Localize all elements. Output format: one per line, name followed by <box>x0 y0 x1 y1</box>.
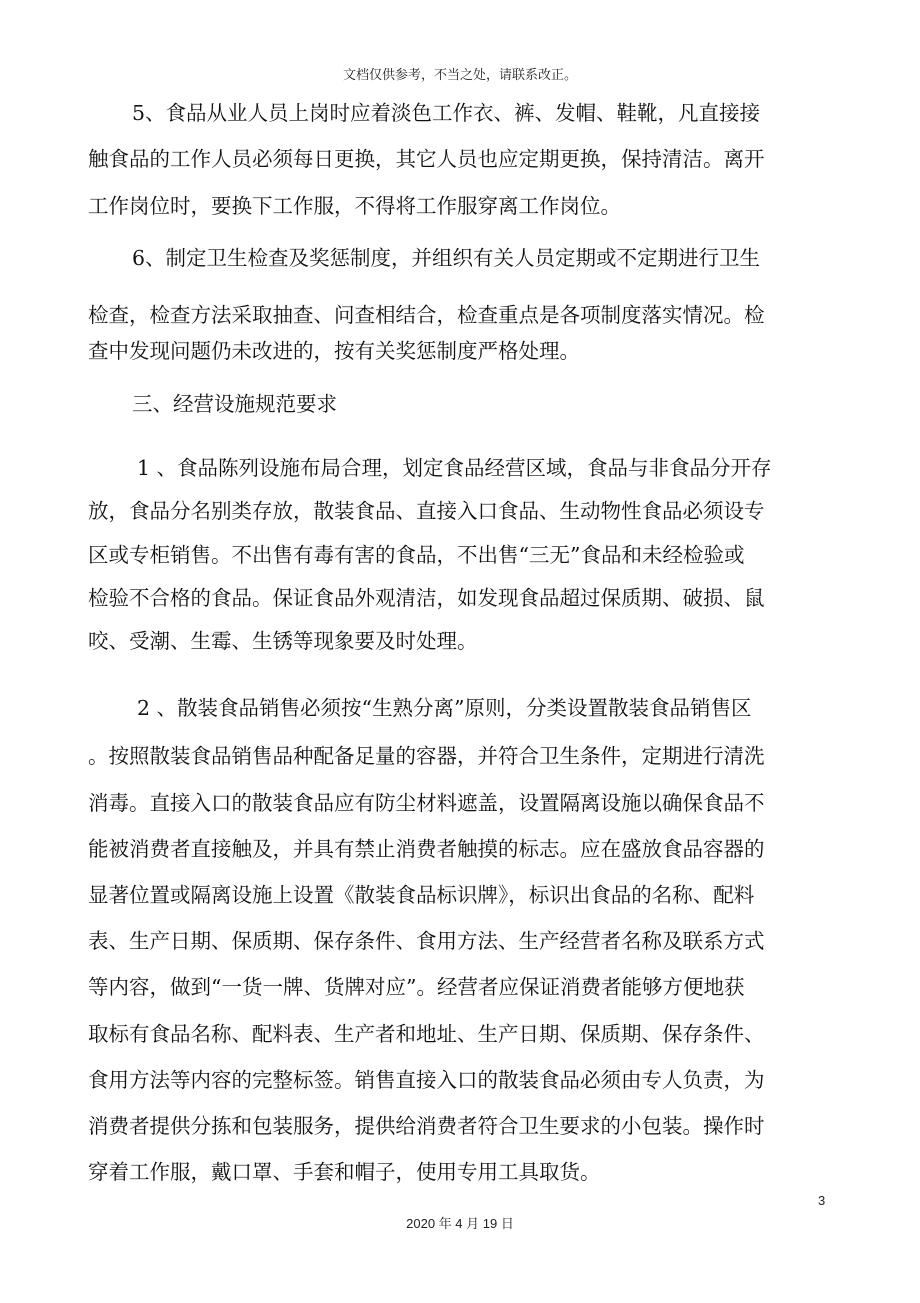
page-number: 3 <box>818 1193 826 1208</box>
item-2-line-9: 食用方法等内容的完整标签。销售直接入口的散装食品必须由专人负责，为 <box>88 1068 765 1092</box>
item-2-line-2: 。按照散装食品销售品种配备足量的容器，并符合卫生条件，定期进行清洗 <box>88 744 765 768</box>
footer-date: 2020 年 4 月 19 日 <box>406 1216 514 1231</box>
section-5-line-1: 5、食品从业人员上岗时应着淡色工作衣、裤、发帽、鞋靴，凡直接接 <box>132 101 761 125</box>
item-2-line-8: 取标有食品名称、配料表、生产者和地址、生产日期、保质期、保存条件、 <box>88 1022 765 1046</box>
item-2-line-5: 显著位置或隔离设施上设置《散装食品标识牌》，标识出食品的名称、配料 <box>88 883 755 907</box>
item-1-line-3: 区或专柜销售。不出售有毒有害的食品，不出售“三无”食品和未经检验或 <box>88 543 745 567</box>
item-2-line-10: 消费者提供分拣和包装服务，提供给消费者符合卫生要求的小包装。操作时 <box>88 1114 765 1138</box>
item-1-line-1: 1 、食品陈列设施布局合理，划定食品经营区域，食品与非食品分开存 <box>137 456 772 480</box>
item-2-line-6: 表、生产日期、保质期、保存条件、食用方法、生产经营者名称及联系方式 <box>88 929 765 953</box>
item-2-line-3: 消毒。直接入口的散装食品应有防尘材料遮盖，设置隔离设施以确保食品不 <box>88 791 765 815</box>
item-1-line-4: 检验不合格的食品。保证食品外观清洁，如发现食品超过保质期、破损、鼠 <box>88 586 765 610</box>
section-6-line-2: 检查，检查方法采取抽查、问查相结合，检查重点是各项制度落实情况。检 <box>88 303 765 327</box>
section-6-line-3: 查中发现问题仍未改进的，按有关奖惩制度严格处理。 <box>88 339 580 363</box>
item-1-line-2: 放，食品分名别类存放，散装食品、直接入口食品、生动物性食品必须设专 <box>88 499 765 523</box>
item-1-line-5: 咬、受潮、生霉、生锈等现象要及时处理。 <box>88 629 478 653</box>
section-5-line-2: 触食品的工作人员必须每日更换，其它人员也应定期更换，保持清洁。离开 <box>88 147 765 171</box>
section-heading: 三、经营设施规范要求 <box>132 392 337 416</box>
item-2-line-4: 能被消费者直接触及，并具有禁止消费者触摸的标志。应在盛放食品容器的 <box>88 837 765 861</box>
header-note: 文档仅供参考，不当之处，请联系改正。 <box>342 68 577 83</box>
section-6-line-1: 6、制定卫生检查及奖惩制度，并组织有关人员定期或不定期进行卫生 <box>132 246 761 270</box>
item-2-line-7: 等内容，做到“一货一牌、货牌对应”。经营者应保证消费者能够方便地获 <box>88 975 745 999</box>
item-2-line-11: 穿着工作服，戴口罩、手套和帽子，使用专用工具取货。 <box>88 1160 601 1184</box>
section-5-line-3: 工作岗位时，要换下工作服，不得将工作服穿离工作岗位。 <box>88 194 621 218</box>
item-2-line-1: 2 、散装食品销售必须按“生熟分离”原则，分类设置散装食品销售区 <box>137 696 752 720</box>
